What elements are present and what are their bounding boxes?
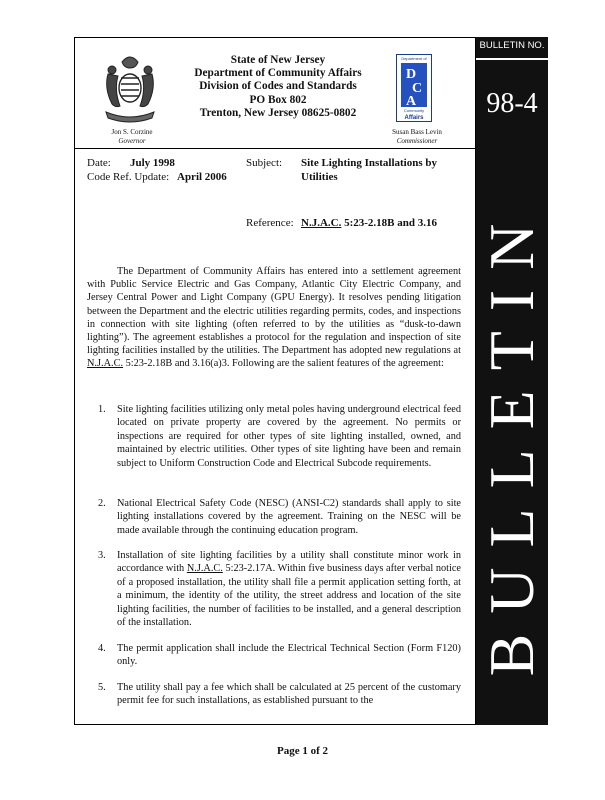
governor-title: Governor [118, 137, 146, 145]
subject-line-1: Site Lighting Installations by [301, 157, 438, 169]
list-item-text: National Electrical Safety Code (NESC) (ANSI-C2) standards shall apply to site lighting installations covered by the agreement. Training on the NESC will be made available through the continuing education program. [117, 498, 461, 536]
commissioner-title: Commissioner [396, 137, 438, 145]
list-item-text: The utility shall pay a fee which shall be calculated at 25 percent of the customary permit fee for such installations, as established pursuant to the [117, 682, 461, 707]
reference-sections: 5:23-2.18B and 3.16 [341, 217, 437, 229]
intro-text-part1: The Department of Community Affairs has entered into a settlement agreement with Public Service Electric and Gas Company, Atlantic City Electric Company, and Jersey Central Power and Light Company (GPU Energy). It resolves pending litigation between the Department and the electric utilities regarding permits, codes, and inspections in connection with site lighting (often referred to by the utilities as “dusk-to-dawn lighting”). The agreement establishes a protocol for the regulation and inspection of site lighting facilities installed by the utilities. The Department has adopted new regulations at [87, 266, 461, 357]
intro-paragraph [87, 265, 461, 371]
list-item-number: 5. [98, 682, 106, 693]
logo-top-text: Department of [401, 56, 427, 61]
list-item-number: 2. [98, 498, 106, 509]
date-label: Date: [87, 157, 111, 169]
governor-caption [84, 128, 180, 146]
list-item [98, 642, 461, 669]
list-item [98, 497, 461, 537]
list-item [98, 403, 461, 470]
subject-line-2: Utilities [301, 171, 338, 183]
reference-value [301, 216, 437, 230]
intro-text-part2: 5:23-2.18B and 3.16(a)3. Following are the salient features of the agreement: [123, 358, 444, 370]
letterhead-state: State of New Jersey [230, 54, 326, 66]
letterhead [178, 54, 378, 120]
code-ref-value: April 2006 [177, 171, 227, 183]
letterhead-division: Division of Codes and Standards [199, 80, 357, 93]
list-item-number: 1. [98, 404, 106, 415]
list-item-number: 3. [98, 550, 106, 561]
intro-njac-link[interactable]: N.J.A.C. [87, 358, 124, 370]
page-number: Page 1 of 2 [276, 745, 328, 757]
bulletin-no-label: BULLETIN NO. [479, 40, 545, 51]
date-value: July 1998 [130, 157, 175, 169]
item3-njac-link[interactable]: N.J.A.C. [186, 563, 223, 575]
commissioner-caption [374, 128, 460, 146]
list-item [98, 681, 461, 708]
commissioner-name: Susan Bass Levin [392, 128, 442, 136]
nj-state-seal-icon [100, 52, 160, 124]
letterhead-department: Department of Community Affairs [194, 67, 362, 80]
list-item-number: 4. [98, 643, 106, 654]
svg-text:C: C [412, 81, 423, 96]
sidebar-divider [476, 58, 548, 60]
governor-name: Jon S. Corzine [111, 128, 153, 136]
list-item [98, 549, 461, 629]
svg-text:D: D [406, 67, 417, 82]
subject-label: Subject: [246, 157, 283, 169]
reference-label: Reference: [246, 217, 294, 229]
bulletin-number: 98-4 [486, 88, 538, 119]
svg-text:A: A [406, 94, 417, 109]
header-divider [75, 148, 475, 149]
list-item-text: Site lighting facilities utilizing only metal poles having underground electrical feed located on private property are covered by the agreement. No permits or inspections are required for other types of site lighting installed, owned, and maintained by electric utilities. Other types of site lighting have been and remain subject to Uniform Construction Code and Electrical Subcode requirements. [117, 404, 461, 469]
dca-logo-icon [396, 54, 432, 122]
logo-affairs-text: Affairs [404, 115, 424, 121]
letterhead-city: Trenton, New Jersey 08625-0802 [199, 106, 357, 119]
list-item-text: Installation of site lighting facilities by a utility shall constitute minor work in accordance with N.J.A.C. 5:23-2.17A. Within five business days after verbal notice of a proposed installation, the utility shall file a permit application setting forth, at a minimum, the identity of the utility, the street address and location of the site lighting facilities, the number of facilities to be installed, and a general description of the installation. [117, 550, 461, 629]
reference-njac-link[interactable]: N.J.A.C. [301, 217, 342, 229]
logo-bottom-text: Community [403, 108, 425, 113]
bulletin-vertical-word: BULLETIN [476, 203, 547, 677]
letterhead-pobox: PO Box 802 [249, 93, 307, 106]
list-item-text: The permit application shall include the Electrical Technical Section (Form F120) only. [117, 643, 461, 668]
code-ref-label: Code Ref. Update: [87, 171, 170, 183]
